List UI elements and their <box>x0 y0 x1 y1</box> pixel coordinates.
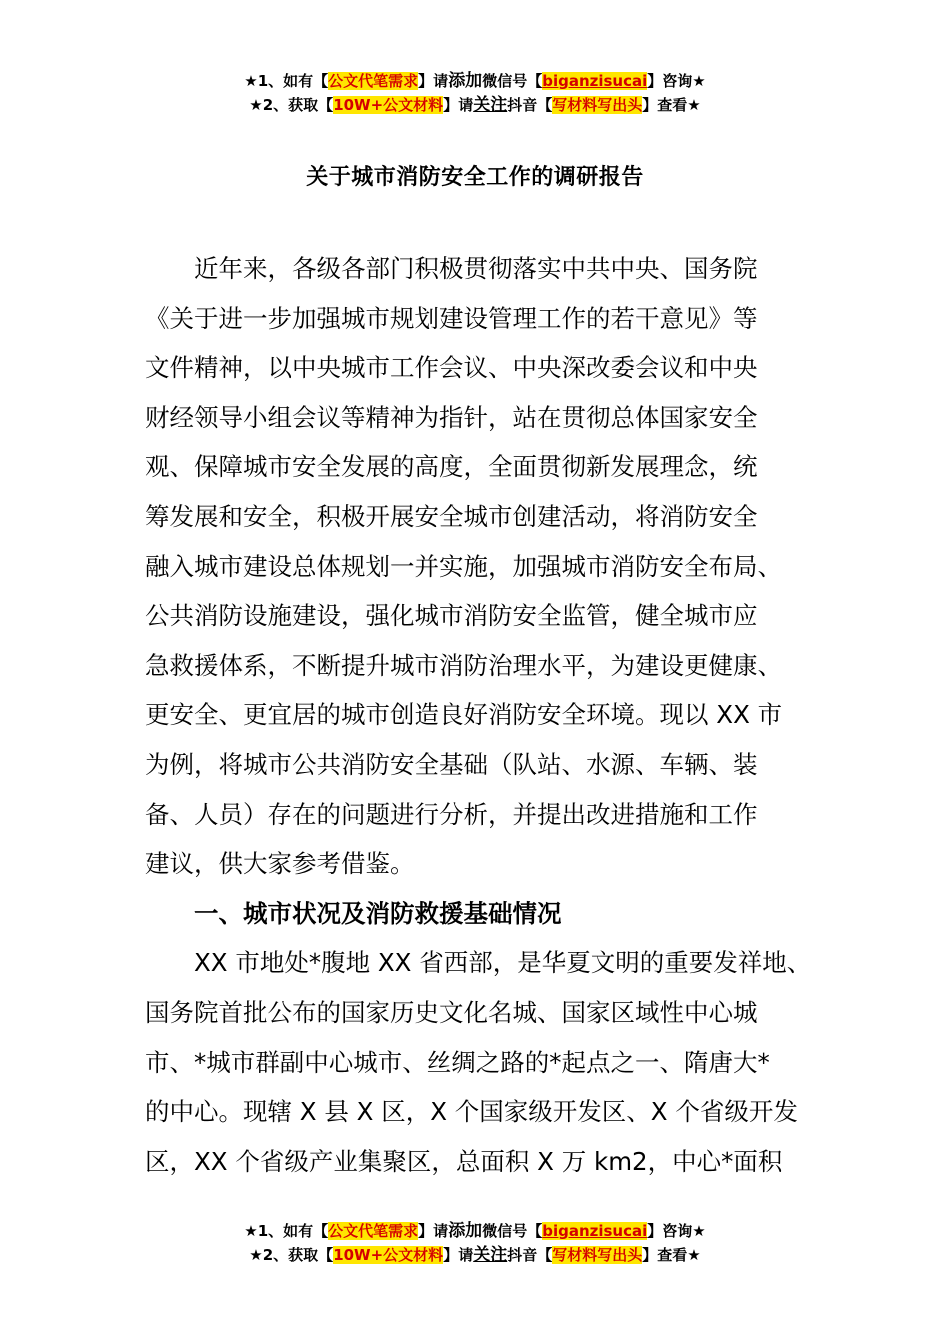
banner-text: 】查看★ <box>642 1246 701 1264</box>
banner-text: 抖音【 <box>507 96 553 114</box>
text-line: 建议，供大家参考借鉴。 <box>145 849 415 879</box>
text-line: 观、保障城市安全发展的高度，全面贯彻新发展理念，统 <box>145 452 758 482</box>
banner-emphasis: 关注 <box>473 95 508 115</box>
paragraph-city-overview <box>145 938 815 1186</box>
banner-emphasis: 添加 <box>448 71 483 91</box>
text-line: 区，XX 个省级产业集聚区，总面积 X 万 km2，中心*面积 <box>145 1146 783 1176</box>
wechat-id-highlight: biganzisucai <box>542 1222 648 1240</box>
banner-text: 】请 <box>418 1222 449 1240</box>
text-line: 筹发展和安全，积极开展安全城市创建活动，将消防安全 <box>145 501 758 531</box>
banner-text: ★1、如有【 <box>244 1222 329 1240</box>
banner-text: 抖音【 <box>507 1246 553 1264</box>
text-line: 的中心。现辖 X 县 X 区，X 个国家级开发区、X 个省级开发 <box>145 1097 798 1127</box>
banner-text: 】请 <box>443 96 474 114</box>
banner-line-2 <box>0 93 950 117</box>
text-line: 备、人员）存在的问题进行分析，并提出改进措施和工作 <box>145 799 758 829</box>
banner-line-1 <box>0 1219 950 1243</box>
douyin-id-highlight: 写材料写出头 <box>552 1246 643 1264</box>
banner-text: 】查看★ <box>642 96 701 114</box>
banner-highlight: 公文代笔需求 <box>328 1222 419 1240</box>
text-line: 急救援体系，不断提升城市消防治理水平，为建设更健康、 <box>145 650 782 680</box>
text-line: 为例，将城市公共消防安全基础（队站、水源、车辆、装 <box>145 749 758 779</box>
banner-text: ★1、如有【 <box>244 72 329 90</box>
text-line: 近年来，各级各部门积极贯彻落实中共中央、国务院 <box>194 254 758 283</box>
banner-text: 】咨询★ <box>647 1222 706 1240</box>
banner-highlight: 公文代笔需求 <box>328 72 419 90</box>
banner-text: 】咨询★ <box>647 72 706 90</box>
banner-text: 】请 <box>418 72 449 90</box>
banner-text: ★2、获取【 <box>249 96 334 114</box>
text-line: 《关于进一步加强城市规划建设管理工作的若干意见》等 <box>145 303 758 333</box>
banner-emphasis: 添加 <box>448 1221 483 1241</box>
banner-highlight: 10W+公文材料 <box>333 1246 444 1264</box>
wechat-id-highlight: biganzisucai <box>542 72 648 90</box>
text-line: 国务院首批公布的国家历史文化名城、国家区域性中心城 <box>145 997 758 1027</box>
banner-highlight: 10W+公文材料 <box>333 96 444 114</box>
text-line: XX 市地处*腹地 XX 省西部，是华夏文明的重要发祥地、 <box>194 948 812 978</box>
text-line: 市、*城市群副中心城市、丝绸之路的*起点之一、隋唐大* <box>145 1047 770 1077</box>
header-banner <box>0 69 950 117</box>
text-line: 文件精神，以中央城市工作会议、中央深改委会议和中央 <box>145 353 758 383</box>
douyin-id-highlight: 写材料写出头 <box>552 96 643 114</box>
text-line: 财经领导小组会议等精神为指针，站在贯彻总体国家安全 <box>145 402 758 432</box>
banner-text: 微信号【 <box>482 1222 543 1240</box>
banner-text: 】请 <box>443 1246 474 1264</box>
document-title: 关于城市消防安全工作的调研报告 <box>306 165 644 190</box>
text-line: 公共消防设施建设，强化城市消防安全监管，健全城市应 <box>145 601 758 631</box>
banner-line-2 <box>0 1243 950 1267</box>
text-line: 更安全、更宜居的城市创造良好消防安全环境。现以 XX 市 <box>145 700 783 730</box>
banner-text: ★2、获取【 <box>249 1246 334 1264</box>
banner-text: 微信号【 <box>482 72 543 90</box>
document-body <box>145 244 815 1186</box>
banner-line-1 <box>0 69 950 93</box>
banner-emphasis: 关注 <box>473 1245 508 1265</box>
section-heading: 一、城市状况及消防救援基础情况 <box>194 898 562 928</box>
text-line: 融入城市建设总体规划一并实施，加强城市消防安全布局、 <box>145 551 782 581</box>
footer-banner <box>0 1219 950 1267</box>
paragraph-intro <box>145 244 815 889</box>
